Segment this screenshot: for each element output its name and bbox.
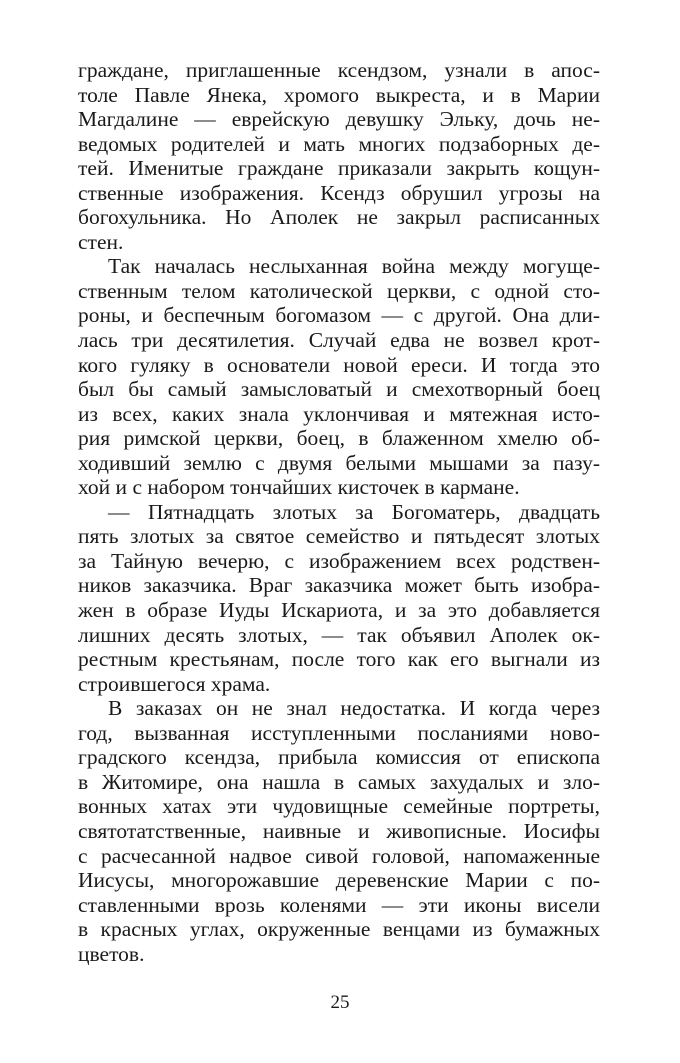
- text-line: пять злотых за святое семейство и пятьдесят злотых: [78, 524, 600, 549]
- text-line: святотатственные, наивные и живописные. Иосифы: [78, 818, 600, 843]
- text-line: ственные изображения. Ксендз обрушил угрозы на: [78, 180, 600, 205]
- paragraph-2: [78, 254, 600, 499]
- text-line: стен.: [78, 229, 124, 254]
- text-line: ственным телом католической церкви, с одной сто-: [78, 278, 600, 303]
- text-line: толе Павле Янека, хромого выкреста, и в Марии: [78, 82, 600, 107]
- text-line: градского ксендза, прибыла комиссия от епископа: [78, 745, 600, 770]
- body-text: [78, 58, 600, 966]
- text-line: Магдалине — еврейскую девушку Эльку, дочь не-: [78, 107, 600, 132]
- text-line: ников заказчика. Враг заказчика может быть изобра-: [78, 573, 600, 598]
- text-line: Иисусы, многорожавшие деревенские Марии с по-: [78, 868, 600, 893]
- paragraph-3: [78, 500, 600, 696]
- text-line: рестным крестьянам, после того как его выгнали из: [78, 647, 600, 672]
- text-line: был бы самый замысловатый и смехотворный боец: [78, 377, 600, 402]
- text-line: лась три десятилетия. Случай едва не возвел крот-: [78, 328, 600, 353]
- text-line: богохульника. Но Аполек не закрыл расписанных: [78, 205, 600, 230]
- text-line: из всех, каких знала уклончивая и мятежная исто-: [78, 401, 600, 426]
- text-line: Так началась неслыханная война между могуще-: [108, 254, 600, 279]
- text-line: рия римской церкви, боец, в блаженном хмелю об-: [78, 426, 600, 451]
- text-line: В заказах он не знал недостатка. И когда через: [108, 696, 600, 721]
- text-line: жен в образе Иуды Искариота, и за это добавляется: [78, 598, 600, 623]
- text-line: ходивший землю с двумя белыми мышами за пазу-: [78, 450, 600, 475]
- text-line: за Тайную вечерю, с изображением всех родствен-: [78, 548, 600, 573]
- paragraph-1: [78, 58, 600, 254]
- text-line: год, вызванная исступленными посланиями ново-: [78, 720, 600, 745]
- text-line: строившегося храма.: [78, 671, 271, 696]
- text-line: лишних десять злотых, — так объявил Аполек ок-: [78, 622, 600, 647]
- text-line: граждане, приглашенные ксендзом, узнали в апос-: [78, 58, 600, 82]
- paragraph-4: [78, 696, 600, 966]
- text-line: ставленными врозь коленями — эти иконы висели: [78, 892, 600, 917]
- page-number: 25: [330, 992, 350, 1013]
- text-line: тей. Именитые граждане приказали закрыть кощун-: [78, 156, 600, 181]
- text-line: кого гуляку в основатели новой ереси. И тогда это: [78, 352, 600, 377]
- text-line: с расчесанной надвое сивой головой, напомаженные: [78, 843, 600, 868]
- text-line: — Пятнадцать злотых за Богоматерь, двадцать: [108, 499, 600, 524]
- text-line: роны, и беспечным богомазом — с другой. Она дли-: [78, 303, 600, 328]
- text-line: вонных хатах эти чудовищные семейные портреты,: [78, 794, 600, 819]
- text-line: в красных углах, окруженные венцами из бумажных: [78, 917, 600, 942]
- text-line: хой и с набором тончайших кисточек в кармане.: [78, 475, 520, 500]
- text-line: цветов.: [78, 941, 145, 966]
- text-line: в Житомире, она нашла в самых захудалых и зло-: [78, 769, 600, 794]
- text-line: ведомых родителей и мать многих подзаборных де-: [78, 131, 600, 156]
